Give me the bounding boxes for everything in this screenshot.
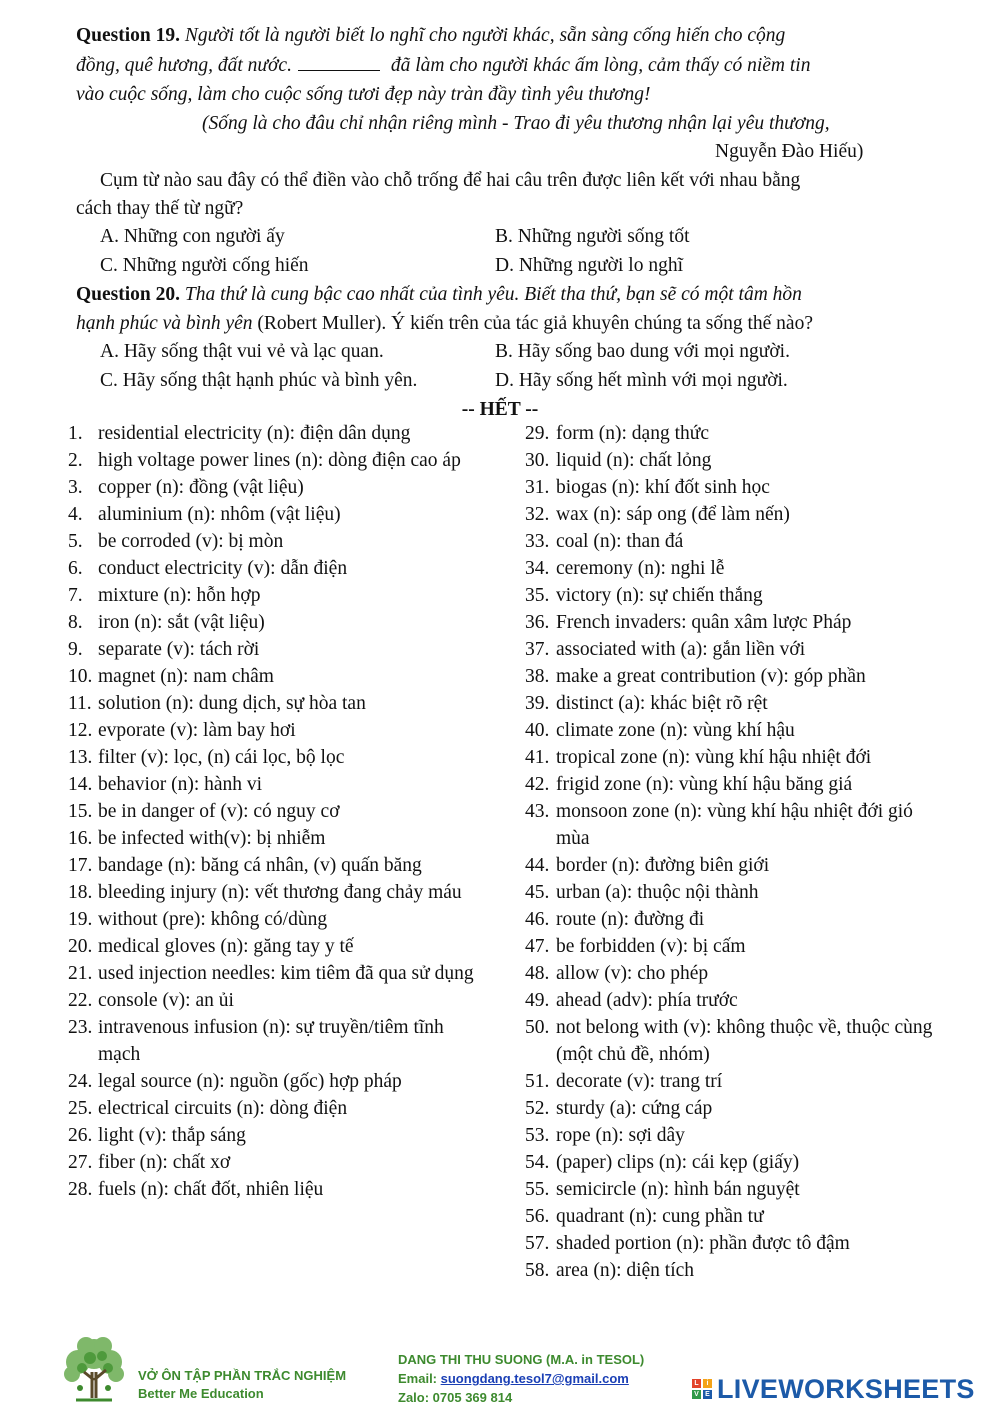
q19-blank (298, 52, 380, 71)
vocab-number: 44. (525, 855, 550, 876)
vocab-text: rope (n): sợi dây (556, 1125, 685, 1146)
q20-option-a[interactable]: A. Hãy sống thật vui vẻ và lạc quan. (100, 341, 384, 362)
vocab-text: behavior (n): hành vi (98, 774, 263, 795)
q19-text-1: Người tốt là người biết lo nghĩ cho người khác, sẵn sàng cống hiến cho cộng (184, 25, 786, 46)
vocab-item (525, 555, 935, 582)
q20-text-2-rest: (Robert Muller). Ý kiến trên của tác giả khuyên chúng ta sống thế nào? (257, 313, 813, 334)
vocab-text: wax (n): sáp ong (để làm nến) (556, 504, 790, 525)
vocab-text: decorate (v): trang trí (556, 1071, 723, 1092)
vocab-item (68, 717, 488, 744)
vocab-number: 22. (68, 990, 93, 1011)
email-link[interactable]: suongdang.tesol7@gmail.com (440, 1371, 629, 1386)
vocab-text: ahead (adv): phía trước (556, 990, 738, 1011)
vocab-text: used injection needles: kim tiêm đã qua sử dụng (98, 963, 474, 984)
vocab-item (525, 1122, 935, 1149)
vocab-number: 33. (525, 531, 550, 552)
vocab-number: 20. (68, 936, 93, 957)
vocab-text: area (n): diện tích (556, 1260, 695, 1281)
vocab-item (68, 798, 488, 825)
vocab-number: 52. (525, 1098, 550, 1119)
q20-label: Question 20. (76, 284, 181, 305)
vocab-number: 57. (525, 1233, 550, 1254)
q19-option-b[interactable]: B. Những người sống tốt (495, 226, 690, 247)
vocab-number: 26. (68, 1125, 93, 1146)
vocab-number: 7. (68, 585, 83, 606)
vocab-text: tropical zone (n): vùng khí hậu nhiệt đới (556, 747, 872, 768)
vocab-item (525, 1176, 935, 1203)
vocab-number: 56. (525, 1206, 550, 1227)
vocab-item (525, 1149, 935, 1176)
vocab-number: 36. (525, 612, 550, 633)
vocab-number: 58. (525, 1260, 550, 1281)
q19-source-text-1: (Sống là cho đâu chỉ nhận riêng mình - Trao đi yêu thương nhận lại yêu thương, (202, 113, 830, 134)
vocab-item (525, 690, 935, 717)
vocab-text: fiber (n): chất xơ (98, 1152, 231, 1173)
vocab-list-right (525, 420, 935, 1284)
vocab-number: 6. (68, 558, 83, 579)
vocab-item (525, 1203, 935, 1230)
vocab-text: monsoon zone (n): vùng khí hậu nhiệt đới gió mùa (556, 801, 913, 849)
vocab-text: be forbidden (v): bị cấm (556, 936, 746, 957)
vocab-text: make a great contribution (v): góp phần (556, 666, 866, 687)
vocab-text: be in danger of (v): có nguy cơ (98, 801, 340, 822)
vocab-text: shaded portion (n): phần được tô đậm (556, 1233, 850, 1254)
q20-option-c[interactable]: C. Hãy sống thật hạnh phúc và bình yên. (100, 370, 418, 391)
vocab-item (68, 987, 488, 1014)
vocab-number: 25. (68, 1098, 93, 1119)
vocab-number: 3. (68, 477, 83, 498)
vocab-text: allow (v): cho phép (556, 963, 709, 984)
org-subtitle: Better Me Education (138, 1386, 264, 1401)
vocab-text: route (n): đường đi (556, 909, 705, 930)
email-label: Email: (398, 1371, 438, 1386)
vocab-item (68, 933, 488, 960)
q19-line-1 (76, 22, 785, 49)
q19-source-2 (715, 138, 863, 165)
vocab-item (525, 771, 935, 798)
vocab-item (68, 852, 488, 879)
vocab-text: high voltage power lines (n): dòng điện cao áp (98, 450, 461, 471)
vocab-item (68, 636, 488, 663)
vocab-item (68, 825, 488, 852)
vocab-number: 9. (68, 639, 83, 660)
vocab-item (68, 582, 488, 609)
q19-option-d[interactable]: D. Những người lo nghĩ (495, 255, 683, 276)
q19-prompt-text-2: cách thay thế từ ngữ? (76, 198, 244, 219)
vocab-number: 2. (68, 450, 83, 471)
q19-text-3: vào cuộc sống, làm cho cuộc sống tươi đẹp này tràn đầy tình yêu thương! (76, 84, 651, 105)
q20-line-1 (76, 281, 802, 308)
vocab-item (68, 771, 488, 798)
vocab-text: intravenous infusion (n): sự truyền/tiêm tĩnh mạch (98, 1017, 444, 1065)
vocab-item (525, 1257, 935, 1284)
vocab-item (68, 879, 488, 906)
org-block (56, 1332, 356, 1412)
vocab-item (68, 1149, 488, 1176)
vocab-text: light (v): thắp sáng (98, 1125, 246, 1146)
vocab-item (525, 609, 935, 636)
vocab-text: legal source (n): nguồn (gốc) hợp pháp (98, 1071, 402, 1092)
vocab-text: be corroded (v): bị mòn (98, 531, 284, 552)
q19-option-c[interactable]: C. Những người cống hiến (100, 255, 309, 276)
liveworksheets-wordmark: LIVEWORKSHEETS (717, 1373, 975, 1404)
vocab-number: 42. (525, 774, 550, 795)
vocab-item (525, 1014, 935, 1068)
vocab-number: 55. (525, 1179, 550, 1200)
vocab-text: not belong with (v): không thuộc về, thuộc cùng (một chủ đề, nhóm) (556, 1017, 933, 1065)
vocab-number: 1. (68, 423, 83, 444)
vocab-item (525, 582, 935, 609)
q19-text-2b: đã làm cho người khác ấm lòng, cảm thấy có niềm tin (390, 55, 811, 76)
vocab-text: coal (n): than đá (556, 531, 684, 552)
vocab-number: 8. (68, 612, 83, 633)
vocab-number: 34. (525, 558, 550, 579)
vocab-item (68, 555, 488, 582)
vocab-text: urban (a): thuộc nội thành (556, 882, 759, 903)
vocab-number: 21. (68, 963, 93, 984)
vocab-item (68, 690, 488, 717)
lw-block: V (692, 1390, 701, 1399)
end-marker: -- HẾT -- (461, 399, 539, 420)
vocab-item (68, 447, 488, 474)
author-contact (398, 1350, 644, 1407)
vocab-text: conduct electricity (v): dẫn điện (98, 558, 348, 579)
vocab-number: 19. (68, 909, 93, 930)
vocab-text: border (n): đường biên giới (556, 855, 770, 876)
q19-source-1 (202, 110, 830, 137)
vocab-text: magnet (n): nam châm (98, 666, 274, 687)
vocab-item (68, 1122, 488, 1149)
vocab-item (525, 420, 935, 447)
vocab-number: 51. (525, 1071, 550, 1092)
vocab-item (68, 744, 488, 771)
vocab-text: quadrant (n): cung phần tư (556, 1206, 764, 1227)
vocab-text: fuels (n): chất đốt, nhiên liệu (98, 1179, 324, 1200)
vocab-number: 16. (68, 828, 93, 849)
vocab-item (68, 960, 488, 987)
vocab-text: iron (n): sắt (vật liệu) (98, 612, 265, 633)
vocab-item (525, 906, 935, 933)
tree-logo-icon (56, 1332, 132, 1408)
vocab-item (525, 879, 935, 906)
vocab-item (525, 474, 935, 501)
vocab-text: aluminium (n): nhôm (vật liệu) (98, 504, 341, 525)
vocab-item (68, 1176, 488, 1203)
vocab-number: 11. (68, 693, 92, 714)
vocab-number: 27. (68, 1152, 93, 1173)
vocab-number: 14. (68, 774, 93, 795)
vocab-item (525, 636, 935, 663)
vocab-item (525, 798, 935, 852)
vocab-text: frigid zone (n): vùng khí hậu băng giá (556, 774, 853, 795)
vocab-number: 23. (68, 1017, 93, 1038)
vocab-number: 38. (525, 666, 550, 687)
vocab-item (68, 609, 488, 636)
vocab-item (525, 717, 935, 744)
vocab-item (525, 501, 935, 528)
vocab-item (68, 906, 488, 933)
q19-prompt-1 (100, 167, 800, 194)
q20-option-b[interactable]: B. Hãy sống bao dung với mọi người. (495, 341, 790, 362)
vocab-item (68, 420, 488, 447)
q20-option-d[interactable]: D. Hãy sống hết mình với mọi người. (495, 370, 788, 391)
vocab-number: 35. (525, 585, 550, 606)
vocab-number: 4. (68, 504, 83, 525)
vocab-item (68, 474, 488, 501)
vocab-number: 30. (525, 450, 550, 471)
vocab-number: 32. (525, 504, 550, 525)
vocab-text: sturdy (a): cứng cáp (556, 1098, 713, 1119)
vocab-number: 53. (525, 1125, 550, 1146)
vocab-item (68, 1095, 488, 1122)
q19-line-3 (76, 81, 650, 108)
vocab-text: evporate (v): làm bay hơi (98, 720, 296, 741)
author-name: DANG THI THU SUONG (M.A. in TESOL) (398, 1352, 645, 1367)
vocab-text: victory (n): sự chiến thắng (556, 585, 763, 606)
vocab-number: 43. (525, 801, 550, 822)
vocab-text: console (v): an ủi (98, 990, 234, 1011)
vocab-item (525, 933, 935, 960)
vocab-number: 37. (525, 639, 550, 660)
q20-line-2 (76, 310, 813, 337)
vocab-number: 24. (68, 1071, 93, 1092)
vocab-number: 17. (68, 855, 93, 876)
vocab-text: climate zone (n): vùng khí hậu (556, 720, 795, 741)
vocab-number: 40. (525, 720, 550, 741)
vocab-number: 54. (525, 1152, 550, 1173)
vocab-item (525, 744, 935, 771)
vocab-number: 31. (525, 477, 550, 498)
vocab-text: (paper) clips (n): cái kẹp (giấy) (556, 1152, 800, 1173)
vocab-text: semicircle (n): hình bán nguyệt (556, 1179, 800, 1200)
zalo-line: Zalo: 0705 369 814 (398, 1390, 513, 1405)
vocab-item (525, 663, 935, 690)
vocab-text: electrical circuits (n): dòng điện (98, 1098, 348, 1119)
vocab-item (68, 501, 488, 528)
vocab-number: 29. (525, 423, 550, 444)
vocab-number: 15. (68, 801, 93, 822)
q19-label: Question 19. (76, 25, 181, 46)
vocab-number: 10. (68, 666, 93, 687)
liveworksheets-logo (692, 1372, 975, 1406)
vocab-text: French invaders: quân xâm lược Pháp (556, 612, 852, 633)
vocab-text: ceremony (n): nghi lễ (556, 558, 725, 579)
vocab-text: medical gloves (n): găng tay y tế (98, 936, 354, 957)
vocab-number: 45. (525, 882, 550, 903)
vocab-text: without (pre): không có/dùng (98, 909, 328, 930)
vocab-item (68, 663, 488, 690)
q19-source-author: Nguyễn Đào Hiếu) (715, 141, 864, 162)
vocab-item (68, 1068, 488, 1095)
q19-option-a[interactable]: A. Những con người ấy (100, 226, 285, 247)
vocab-text: distinct (a): khác biệt rõ rệt (556, 693, 768, 714)
vocab-number: 39. (525, 693, 550, 714)
vocab-item (525, 987, 935, 1014)
vocab-number: 12. (68, 720, 93, 741)
vocab-text: mixture (n): hỗn hợp (98, 585, 261, 606)
vocab-text: bandage (n): băng cá nhân, (v) quấn băng (98, 855, 422, 876)
vocab-item (525, 1068, 935, 1095)
vocab-text: bleeding injury (n): vết thương đang chảy máu (98, 882, 462, 903)
vocab-item (525, 447, 935, 474)
vocab-number: 48. (525, 963, 550, 984)
vocab-number: 5. (68, 531, 83, 552)
vocab-number: 41. (525, 747, 550, 768)
vocab-list-left (68, 420, 488, 1203)
vocab-number: 49. (525, 990, 550, 1011)
vocab-text: biogas (n): khí đốt sinh học (556, 477, 770, 498)
vocab-item (525, 1230, 935, 1257)
q20-text-1: Tha thứ là cung bậc cao nhất của tình yêu. Biết tha thứ, bạn sẽ có một tâm hồn (184, 284, 802, 305)
lw-block: E (703, 1390, 712, 1399)
vocab-item (525, 852, 935, 879)
q19-prompt-text-1: Cụm từ nào sau đây có thể điền vào chỗ trống để hai câu trên được liên kết với nhau bằng (100, 170, 801, 191)
email-line (398, 1369, 644, 1388)
org-name: VỞ ÔN TẬP PHẦN TRẮC NGHIỆM (138, 1368, 347, 1383)
vocab-text: solution (n): dung dịch, sự hòa tan (98, 693, 366, 714)
q19-prompt-2 (76, 195, 243, 222)
vocab-number: 50. (525, 1017, 550, 1038)
q19-line-2 (76, 52, 810, 79)
vocab-text: separate (v): tách rời (98, 639, 260, 660)
vocab-text: form (n): dạng thức (556, 423, 709, 444)
vocab-text: liquid (n): chất lỏng (556, 450, 712, 471)
vocab-number: 28. (68, 1179, 93, 1200)
vocab-number: 47. (525, 936, 550, 957)
vocab-item (525, 960, 935, 987)
vocab-item (525, 528, 935, 555)
lw-block: L (692, 1379, 701, 1388)
vocab-text: filter (v): lọc, (n) cái lọc, bộ lọc (98, 747, 345, 768)
q20-text-2-italic: hạnh phúc và bình yên (76, 313, 253, 334)
vocab-item (525, 1095, 935, 1122)
vocab-item (68, 528, 488, 555)
vocab-number: 18. (68, 882, 93, 903)
q19-text-2a: đồng, quê hương, đất nước. (76, 55, 292, 76)
vocab-number: 46. (525, 909, 550, 930)
vocab-text: be infected with(v): bị nhiễm (98, 828, 326, 849)
lw-block: i (703, 1379, 712, 1388)
vocab-number: 13. (68, 747, 93, 768)
vocab-text: copper (n): đồng (vật liệu) (98, 477, 304, 498)
liveworksheets-blocks-icon (692, 1379, 712, 1399)
vocab-text: associated with (a): gắn liền với (556, 639, 806, 660)
vocab-item (68, 1014, 488, 1068)
vocab-text: residential electricity (n): điện dân dụng (98, 423, 411, 444)
